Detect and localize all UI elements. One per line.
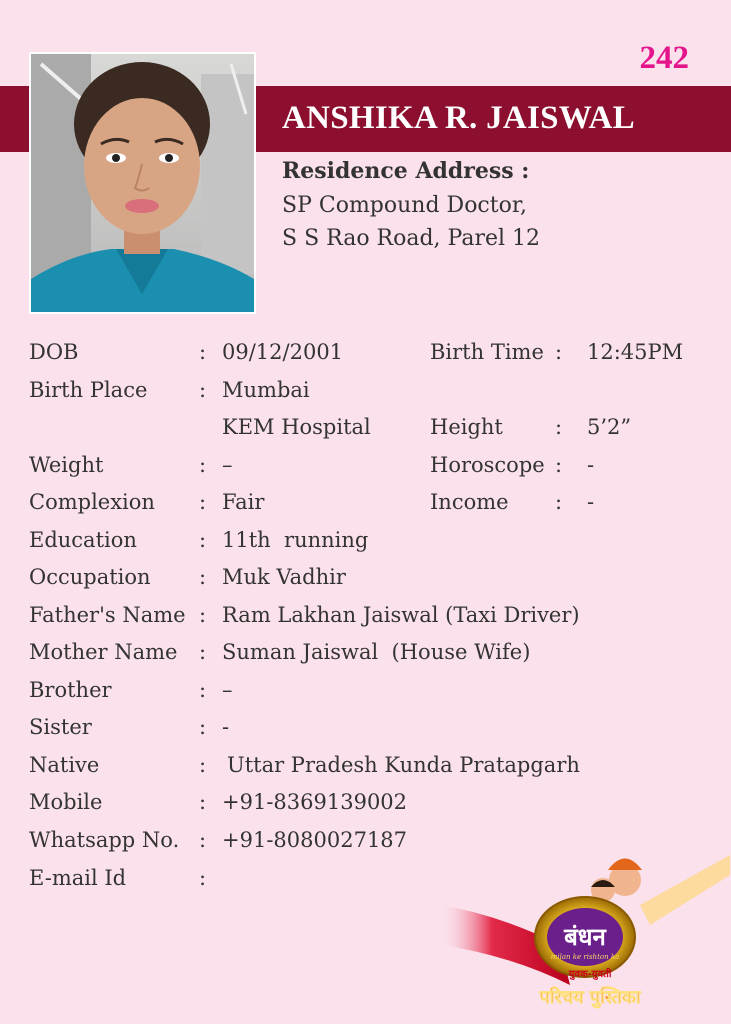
weight-colon: :	[199, 453, 207, 477]
whatsapp-value: +91-8080027187	[222, 828, 408, 852]
horoscope-colon: :	[555, 453, 563, 477]
birth-place-colon: :	[199, 378, 207, 402]
residence-label: Residence Address :	[282, 158, 530, 184]
income-value: -	[587, 490, 595, 514]
native-colon: :	[199, 753, 207, 777]
complexion-colon: :	[199, 490, 207, 514]
email-label: E-mail Id	[29, 866, 127, 890]
father-colon: :	[199, 603, 207, 627]
mother-colon: :	[199, 640, 207, 664]
birth-place-value-2: KEM Hospital	[222, 415, 371, 439]
dob-label: DOB	[29, 340, 79, 364]
income-label: Income	[430, 490, 509, 514]
horoscope-value: -	[587, 453, 595, 477]
native-label: Native	[29, 753, 100, 777]
brother-value: –	[222, 678, 233, 702]
residence-line-1: SP Compound Doctor,	[282, 193, 527, 218]
mother-value: Suman Jaiswal (House Wife)	[222, 640, 531, 664]
birth-time-value: 12:45PM	[587, 340, 684, 364]
portrait-image	[31, 54, 254, 312]
income-colon: :	[555, 490, 563, 514]
mobile-label: Mobile	[29, 790, 103, 814]
logo-subtitle-left: युवक-युवती	[568, 969, 612, 980]
mother-label: Mother Name	[29, 640, 178, 664]
sister-label: Sister	[29, 715, 92, 739]
birth-place-label: Birth Place	[29, 378, 148, 402]
complexion-label: Complexion	[29, 490, 155, 514]
occupation-value: Muk Vadhir	[222, 565, 346, 589]
height-colon: :	[555, 415, 563, 439]
education-value: 11th running	[222, 528, 369, 552]
education-colon: :	[199, 528, 207, 552]
education-label: Education	[29, 528, 137, 552]
profile-name: ANSHIKA R. JAISWAL	[282, 100, 635, 136]
birth-time-label: Birth Time	[430, 340, 544, 364]
sister-value: -	[222, 715, 230, 739]
whatsapp-colon: :	[199, 828, 207, 852]
profile-photo	[29, 52, 256, 314]
logo-subtitle-bottom: परिचय पुस्तिका	[539, 987, 641, 1008]
birth-place-value: Mumbai	[222, 378, 310, 402]
father-label: Father's Name	[29, 603, 186, 627]
horoscope-label: Horoscope	[430, 453, 545, 477]
mobile-value: +91-8369139002	[222, 790, 408, 814]
dob-colon: :	[199, 340, 207, 364]
birth-time-colon: :	[555, 340, 563, 364]
father-value: Ram Lakhan Jaiswal (Taxi Driver)	[222, 603, 580, 627]
whatsapp-label: Whatsapp No.	[29, 828, 180, 852]
email-colon: :	[199, 866, 207, 890]
dob-value: 09/12/2001	[222, 340, 344, 364]
brother-label: Brother	[29, 678, 112, 702]
occupation-colon: :	[199, 565, 207, 589]
weight-label: Weight	[29, 453, 104, 477]
sister-colon: :	[199, 715, 207, 739]
page-number: 242	[639, 40, 689, 76]
occupation-label: Occupation	[29, 565, 151, 589]
brother-colon: :	[199, 678, 207, 702]
residence-line-2: S S Rao Road, Parel 12	[282, 226, 541, 251]
bandhan-logo	[440, 845, 730, 1020]
mobile-colon: :	[199, 790, 207, 814]
native-value: Uttar Pradesh Kunda Pratapgarh	[227, 753, 580, 777]
height-label: Height	[430, 415, 503, 439]
complexion-value: Fair	[222, 490, 265, 514]
weight-value: –	[222, 453, 233, 477]
logo-tagline: milan ke rishton ka	[550, 953, 620, 961]
height-value: 5’2”	[587, 415, 632, 439]
logo-title: बंधन	[564, 923, 606, 951]
